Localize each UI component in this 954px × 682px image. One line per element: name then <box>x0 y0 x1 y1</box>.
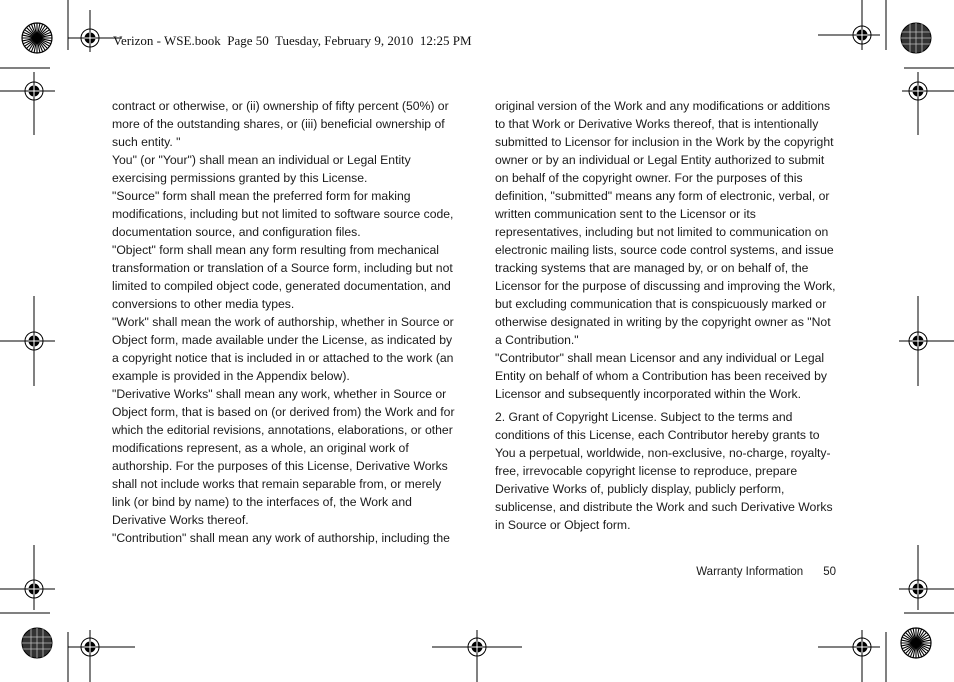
paragraph: "Source" form shall mean the preferred form for making modifications, including but not limited to software source code, documentation source, and configuration files. <box>112 189 454 239</box>
paragraph: "Object" form shall mean any form resulting from mechanical transformation or translation of a Source form, including but not limited to compiled object code, generated documentation, and conversions to other media types. <box>112 243 453 311</box>
print-slug-header: Verizon - WSE.book Page 50 Tuesday, February 9, 2010 12:25 PM <box>113 33 472 48</box>
paragraph: "Derivative Works" shall mean any work, whether in Source or Object form, that is based on (or derived from) the Work and for which the editorial revisions, annotations, elaborations, or other modifications represent, as a whole, an original work of authorship. For the purposes of this License, Derivative Works shall not include works that remain separable from, or merely link (or bind by name) to the interfaces of, the Work and Derivative Works thereof. <box>112 387 455 527</box>
grid-mark-bottom-left <box>22 628 52 658</box>
paragraph: You" (or "Your") shall mean an individual or Legal Entity exercising permissions granted by this License. <box>112 153 411 185</box>
starburst-mark-bottom-right <box>901 628 931 658</box>
page-number: 50 <box>823 566 836 578</box>
footer-section-title: Warranty Information <box>696 566 804 578</box>
paragraph: "Work" shall mean the work of authorship, whether in Source or Object form, made available under the License, as indicated by a copyright notice that is included in or attached to the work (an example is provided in the Appendix below). <box>112 315 454 383</box>
paragraph: original version of the Work and any modifications or additions to that Work or Derivative Works thereof, that is intentionally submitted to Licensor for inclusion in the Work by the copyright owner or by an individual or Legal Entity authorized to submit on behalf of the copyright owner. For the purposes of this definition, "submitted" means any form of electronic, verbal, or written communication sent to the Licensor or its representatives, including but not limited to communication on electronic mailing lists, source code control systems, and issue tracking systems that are managed by, or on behalf of, the Licensor for the purpose of discussing and improving the Work, but excluding communication that is conspicuously marked or otherwise designated in writing by the copyright owner as "Not a Contribution." <box>495 99 836 347</box>
right-text-column <box>495 97 838 534</box>
paragraph: "Contributor" shall mean Licensor and any individual or Legal Entity on behalf of whom a Contribution has been received by Licensor and subsequently incorporated within the Work. <box>495 351 827 401</box>
grid-mark-top-right <box>901 23 931 53</box>
section-paragraph: 2. Grant of Copyright License. Subject to the terms and conditions of this License, each Contributor hereby grants to You a perpetual, worldwide, non-exclusive, no-charge, royalty-free, irrevocable copyright license to reproduce, prepare Derivative Works of, publicly display, publicly perform, sublicense, and distribute the Work and such Derivative Works in Source or Object form. <box>495 410 833 532</box>
paragraph: "Contribution" shall mean any work of authorship, including the <box>112 531 450 545</box>
left-text-column <box>112 97 458 547</box>
paragraph: contract or otherwise, or (ii) ownership of fifty percent (50%) or more of the outstanding shares, or (iii) beneficial ownership of such entity. " <box>112 99 449 149</box>
starburst-mark-top-left <box>22 23 52 53</box>
page-footer <box>696 566 836 578</box>
